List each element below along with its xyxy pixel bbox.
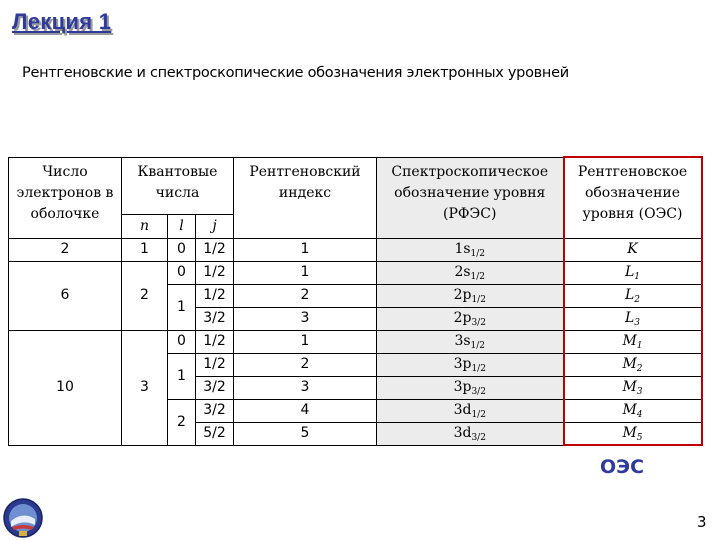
electrons-cell: 2 bbox=[9, 238, 122, 261]
xray-index-cell: 2 bbox=[234, 284, 377, 307]
table-row bbox=[9, 261, 702, 284]
header-j: j bbox=[196, 214, 234, 238]
l-cell: 1 bbox=[168, 353, 196, 399]
spectro-cell: $3s_{1/2}$ bbox=[377, 330, 564, 353]
spectro-cell: $3d_{3/2}$ bbox=[377, 422, 564, 445]
header-l: l bbox=[168, 214, 196, 238]
xray-cell: $L_1$ bbox=[564, 261, 702, 284]
electrons-cell: 10 bbox=[9, 330, 122, 445]
xray-index-cell: 4 bbox=[234, 399, 377, 422]
xray-cell: $M_1$ bbox=[564, 330, 702, 353]
university-emblem-icon bbox=[2, 497, 44, 540]
oes-label: ОЭС bbox=[600, 456, 645, 478]
spectro-cell: $3p_{1/2}$ bbox=[377, 353, 564, 376]
j-cell: 1/2 bbox=[196, 261, 234, 284]
j-cell: 1/2 bbox=[196, 284, 234, 307]
table-row bbox=[9, 330, 702, 353]
j-cell: 5/2 bbox=[196, 422, 234, 445]
n-cell: 2 bbox=[122, 261, 168, 330]
j-cell: 1/2 bbox=[196, 330, 234, 353]
xray-cell: $L_2$ bbox=[564, 284, 702, 307]
l-cell: 2 bbox=[168, 399, 196, 445]
electrons-cell: 6 bbox=[9, 261, 122, 330]
j-cell: 1/2 bbox=[196, 353, 234, 376]
spectro-cell: $2p_{1/2}$ bbox=[377, 284, 564, 307]
xray-cell: $M_3$ bbox=[564, 376, 702, 399]
n-cell: 3 bbox=[122, 330, 168, 445]
j-cell: 3/2 bbox=[196, 376, 234, 399]
page-number: 3 bbox=[697, 513, 707, 531]
l-cell: 1 bbox=[168, 284, 196, 330]
j-cell: 1/2 bbox=[196, 238, 234, 261]
header-n: n bbox=[122, 214, 168, 238]
xray-index-cell: 2 bbox=[234, 353, 377, 376]
j-cell: 3/2 bbox=[196, 307, 234, 330]
header-quantum-numbers: Квантовые числа bbox=[122, 157, 234, 214]
xray-index-cell: 3 bbox=[234, 376, 377, 399]
l-cell: 0 bbox=[168, 330, 196, 353]
slide-subtitle: Рентгеновские и спектроскопические обозначения электронных уровней bbox=[22, 65, 569, 81]
l-cell: 0 bbox=[168, 238, 196, 261]
j-cell: 3/2 bbox=[196, 399, 234, 422]
l-cell: 0 bbox=[168, 261, 196, 284]
table-row bbox=[9, 238, 702, 261]
spectro-cell: $1s_{1/2}$ bbox=[377, 238, 564, 261]
xray-cell: $M_2$ bbox=[564, 353, 702, 376]
xray-cell: K bbox=[564, 238, 702, 261]
xray-index-cell: 1 bbox=[234, 238, 377, 261]
xray-index-cell: 3 bbox=[234, 307, 377, 330]
electron-levels-table bbox=[8, 156, 703, 446]
spectro-cell: $3p_{3/2}$ bbox=[377, 376, 564, 399]
spectro-cell: $2s_{1/2}$ bbox=[377, 261, 564, 284]
n-cell: 1 bbox=[122, 238, 168, 261]
header-electrons: Число электронов в оболочке bbox=[9, 157, 122, 238]
xray-index-cell: 5 bbox=[234, 422, 377, 445]
xray-cell: $M_4$ bbox=[564, 399, 702, 422]
xray-index-cell: 1 bbox=[234, 261, 377, 284]
header-xray-designation: Рентгеновское обозначение уровня (ОЭС) bbox=[564, 157, 702, 238]
header-xray-index: Рентгеновский индекс bbox=[234, 157, 377, 238]
lecture-title: Лекция 1 bbox=[12, 9, 112, 34]
spectro-cell: $2p_{3/2}$ bbox=[377, 307, 564, 330]
xray-index-cell: 1 bbox=[234, 330, 377, 353]
xray-cell: $M_5$ bbox=[564, 422, 702, 445]
header-spectroscopic: Спектроскопическое обозначение уровня (РФЭС) bbox=[377, 157, 564, 238]
xray-cell: $L_3$ bbox=[564, 307, 702, 330]
spectro-cell: $3d_{1/2}$ bbox=[377, 399, 564, 422]
